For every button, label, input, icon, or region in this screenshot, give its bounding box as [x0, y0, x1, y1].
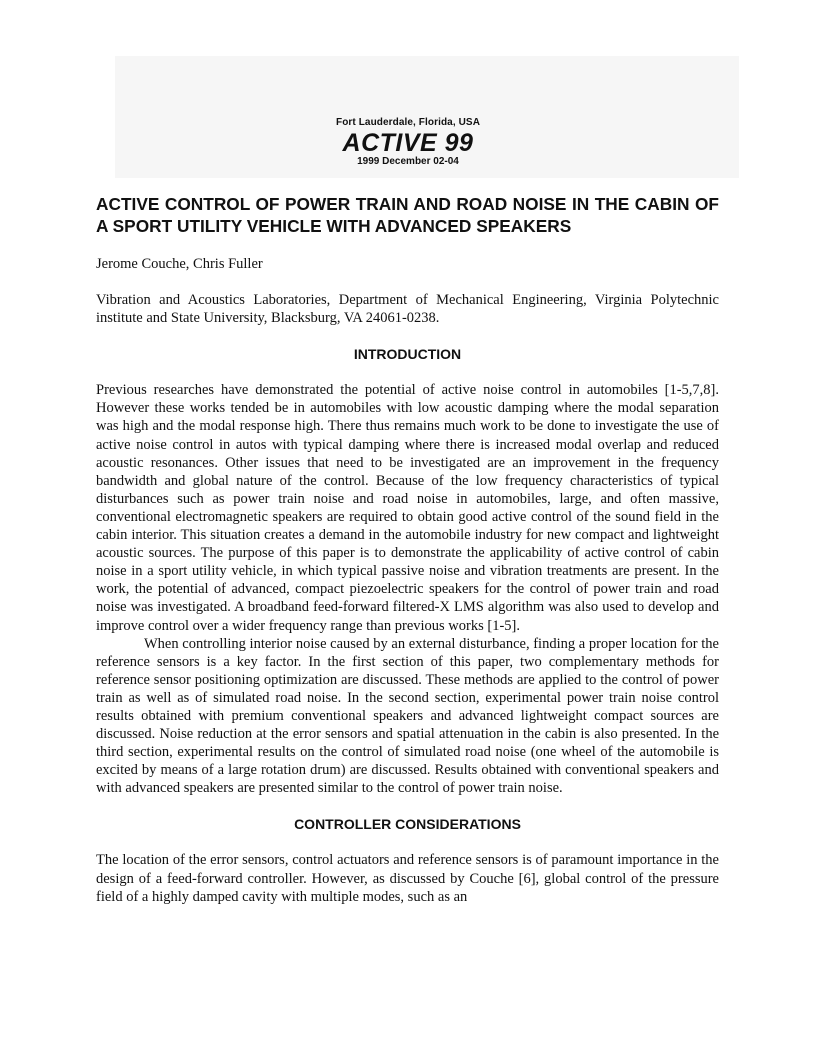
paper-body: [96, 193, 719, 906]
conference-name: ACTIVE 99: [342, 129, 474, 157]
introduction-paragraph: Previous researches have demonstrated the potential of active noise control in automobiles [1-5,7,8]. However these works tended be in automobiles with low acoustic damping where the modal separation was high and the modal response high. There thus remains much work to be done to investigate the use of active noise control in autos with typical damping where there is increased modal overlap and reduced acoustic resonances. Other issues that need to be investigated are an improvement in the frequency bandwidth and global nature of the control. Because of the low frequency characteristics of typical disturbances such as power train noise and road noise in automobiles, large, and often massive, conventional electromagnetic speakers are required to obtain good active control of the sound field in the cabin interior. This situation creates a demand in the automobile industry for new compact and lightweight acoustic sources. The purpose of this paper is to demonstrate the applicability of active control of cabin noise in a sport utility vehicle, in which typical passive noise and vibration treatments are present. In the work, the potential of advanced, compact piezoelectric speakers for the control of power train and road noise was investigated. A broadband feed-forward filtered-X LMS algorithm was also used to develop and improve control over a wider frequency range than previous works [1-5].: [96, 382, 719, 634]
paper-affiliation: Vibration and Acoustics Laboratories, Department of Mechanical Engineering, Virginia Polytechnic institute and State University, Blacksburg, VA 24061-0238.: [96, 292, 719, 327]
introduction-paragraph: When controlling interior noise caused by an external disturbance, finding a proper location for the reference sensors is a key factor. In the first section of this paper, two complementary methods for reference sensor positioning optimization are discussed. These methods are applied to the control of power train as well as of simulated road noise. In the second section, experimental power train noise control results obtained with premium conventional speakers and advanced lightweight compact sources are discussed. Noise reduction at the error sensors and spatial attenuation in the cabin is also presented. In the third section, experimental results on the control of simulated road noise (one wheel of the automobile is excited by means of a large rotation drum) are discussed. Results obtained with conventional speakers and with advanced speakers are presented similar to the control of power train noise.: [96, 635, 719, 797]
section-heading-introduction: INTRODUCTION: [353, 346, 462, 363]
section-heading-controller-considerations: CONTROLLER CONSIDERATIONS: [294, 816, 521, 833]
conference-header: [0, 117, 816, 167]
paper-title: ACTIVE CONTROL OF POWER TRAIN AND ROAD NOISE IN THE CABIN OF A SPORT UTILITY VEHICLE WITH ADVANCED SPEAKERS: [96, 194, 719, 236]
paper-authors: Jerome Couche, Chris Fuller: [96, 256, 263, 272]
conference-dates: 1999 December 02-04: [357, 156, 459, 167]
conference-location: Fort Lauderdale, Florida, USA: [335, 117, 481, 128]
controller-paragraph: The location of the error sensors, control actuators and reference sensors is of paramount importance in the design of a feed-forward controller. However, as discussed by Couche [6], global control of the pressure field of a highly damped cavity with multiple modes, such as an: [96, 852, 719, 905]
